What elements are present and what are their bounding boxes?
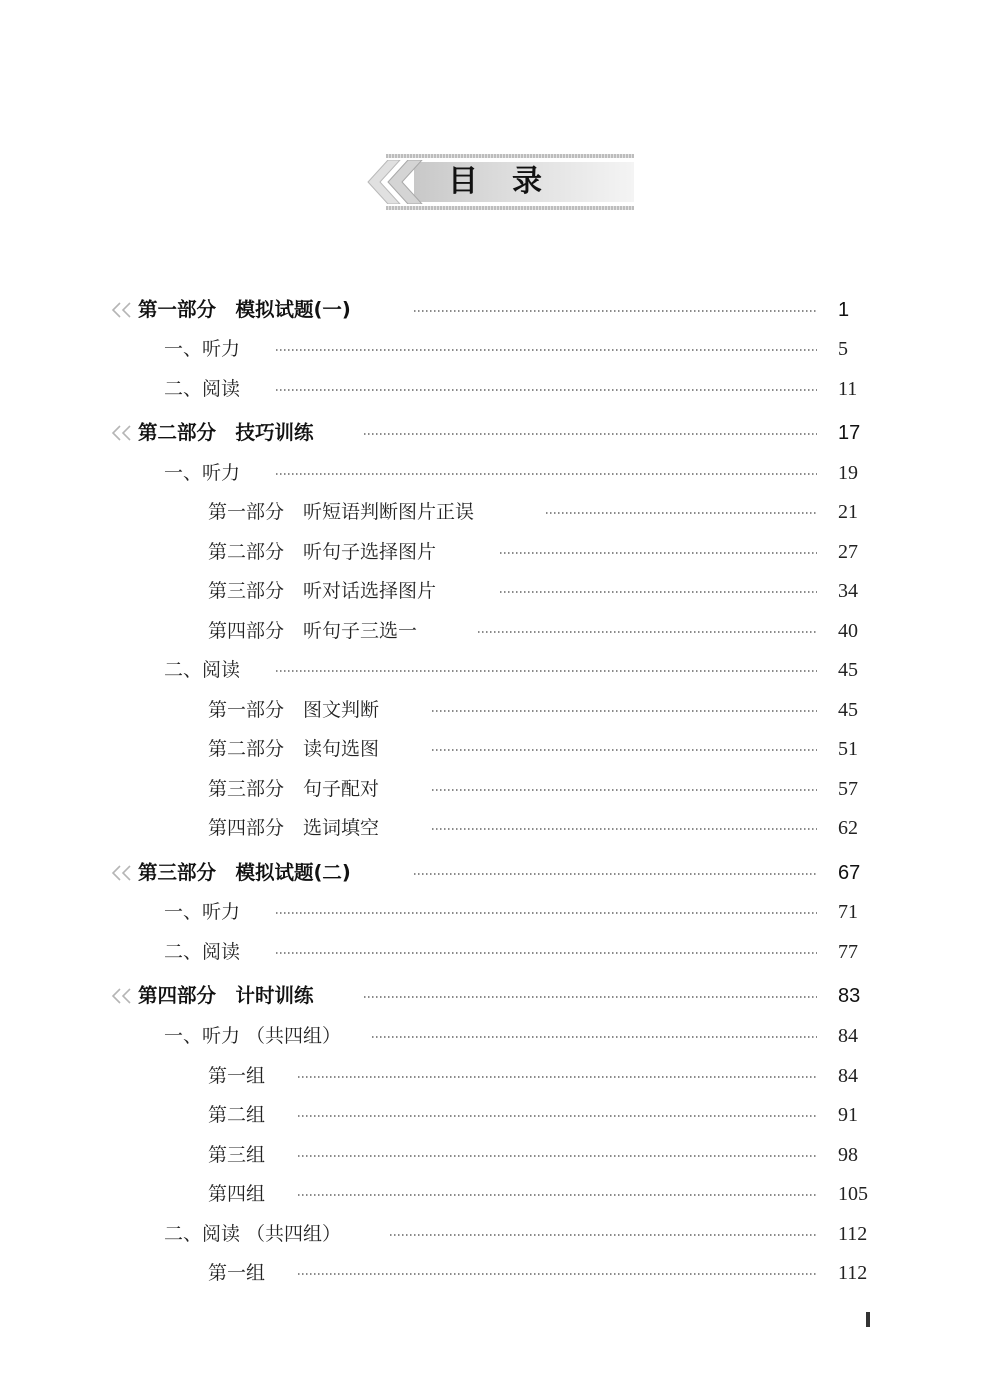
dot-leader (276, 389, 817, 391)
toc-entry-label: 二、阅读 （共四组） (164, 1219, 349, 1249)
toc-subsection-entry[interactable] (0, 734, 999, 764)
dot-leader (390, 1234, 817, 1236)
toc-subsection-entry[interactable] (0, 1100, 999, 1130)
toc-entry-label: 第四部分 计时训练 (138, 981, 322, 1011)
toc-entry-page-number: 57 (838, 778, 858, 800)
toc-entry-label: 第一部分 听短语判断图片正误 (208, 497, 482, 527)
toc-entry-page-number: 34 (838, 580, 858, 602)
toc-title-banner (366, 152, 634, 212)
toc-section-entry[interactable] (0, 334, 999, 364)
toc-entry-page-number: 5 (838, 338, 848, 360)
dot-leader (372, 1036, 817, 1038)
dot-leader (432, 828, 817, 830)
dot-leader (500, 591, 817, 593)
toc-subsection-entry[interactable] (0, 1140, 999, 1170)
toc-entry-page-number: 51 (838, 738, 858, 760)
toc-entry-page-number: 98 (838, 1144, 858, 1166)
toc-subsection-entry[interactable] (0, 576, 999, 606)
dot-leader (364, 996, 817, 998)
dot-leader (298, 1194, 817, 1196)
banner-rule-top (386, 154, 634, 158)
toc-entry-label: 第一部分 图文判断 (208, 695, 387, 725)
toc-entry-label: 一、听力 （共四组） (164, 1021, 349, 1051)
toc-entry-page-number: 19 (838, 462, 858, 484)
dot-leader (298, 1076, 817, 1078)
banner-rule-bottom (386, 206, 634, 210)
toc-subsection-entry[interactable] (0, 497, 999, 527)
toc-entry-label: 二、阅读 (164, 655, 248, 685)
toc-entry-label: 第三部分 听对话选择图片 (208, 576, 444, 606)
toc-entry-page-number: 67 (838, 862, 861, 884)
toc-entry-page-number: 21 (838, 501, 858, 523)
toc-subsection-entry[interactable] (0, 616, 999, 646)
toc-entry-page-number: 84 (838, 1025, 858, 1047)
toc-entry-label: 二、阅读 (164, 937, 248, 967)
double-chevron-left-icon (110, 425, 136, 441)
toc-entry-page-number: 62 (838, 817, 858, 839)
dot-leader (364, 433, 817, 435)
toc-entry-page-number: 105 (838, 1183, 868, 1205)
toc-section-entry[interactable] (0, 897, 999, 927)
double-chevron-left-icon (110, 302, 136, 318)
dot-leader (298, 1115, 817, 1117)
toc-entry-label: 第一部分 模拟试题(一) (138, 295, 359, 325)
double-chevron-left-icon (110, 988, 136, 1004)
dot-leader (432, 749, 817, 751)
dot-leader (414, 873, 817, 875)
toc-section-entry[interactable] (0, 374, 999, 404)
toc-part-entry[interactable] (0, 418, 999, 448)
double-chevron-left-icon (110, 865, 136, 881)
toc-entry-label: 一、听力 (164, 334, 248, 364)
toc-entry-label: 第三组 (208, 1140, 273, 1170)
toc-subsection-entry[interactable] (0, 1061, 999, 1091)
toc-section-entry[interactable] (0, 458, 999, 488)
toc-entry-label: 二、阅读 (164, 374, 248, 404)
dot-leader (298, 1273, 817, 1275)
dot-leader (276, 473, 817, 475)
toc-entry-page-number: 83 (838, 985, 861, 1007)
toc-entry-page-number: 1 (838, 299, 850, 321)
dot-leader (478, 631, 817, 633)
toc-entry-page-number: 45 (838, 659, 858, 681)
toc-entry-page-number: 27 (838, 541, 858, 563)
toc-entry-page-number: 71 (838, 901, 858, 923)
dot-leader (500, 552, 817, 554)
toc-subsection-entry[interactable] (0, 774, 999, 804)
toc-entry-page-number: 17 (838, 422, 861, 444)
toc-subsection-entry[interactable] (0, 1258, 999, 1288)
toc-entry-label: 第一组 (208, 1258, 273, 1288)
toc-entry-label: 第二组 (208, 1100, 273, 1130)
dot-leader (276, 912, 817, 914)
double-chevron-left-icon (366, 160, 426, 204)
toc-entry-page-number: 91 (838, 1104, 858, 1126)
toc-entry-page-number: 112 (838, 1223, 868, 1245)
dot-leader (432, 789, 817, 791)
toc-subsection-entry[interactable] (0, 1179, 999, 1209)
toc-entry-label: 第二部分 技巧训练 (138, 418, 322, 448)
toc-subsection-entry[interactable] (0, 537, 999, 567)
toc-subsection-entry[interactable] (0, 813, 999, 843)
page-number-roman (866, 1312, 870, 1327)
toc-entry-label: 第四部分 选词填空 (208, 813, 387, 843)
toc-section-entry[interactable] (0, 1021, 999, 1051)
toc-section-entry[interactable] (0, 1219, 999, 1249)
toc-part-entry[interactable] (0, 295, 999, 325)
toc-entry-page-number: 84 (838, 1065, 858, 1087)
toc-entry-label: 第二部分 读句选图 (208, 734, 387, 764)
toc-entry-label: 一、听力 (164, 897, 248, 927)
toc-section-entry[interactable] (0, 937, 999, 967)
toc-entry-label: 第三部分 模拟试题(二) (138, 858, 359, 888)
toc-part-entry[interactable] (0, 981, 999, 1011)
dot-leader (276, 952, 817, 954)
toc-entry-label: 第四部分 听句子三选一 (208, 616, 425, 646)
toc-entry-label: 第二部分 听句子选择图片 (208, 537, 444, 567)
toc-entry-label: 一、听力 (164, 458, 248, 488)
toc-subsection-entry[interactable] (0, 695, 999, 725)
dot-leader (546, 512, 817, 514)
page-title: 目录 (448, 164, 576, 199)
dot-leader (276, 349, 817, 351)
toc-entry-label: 第一组 (208, 1061, 273, 1091)
toc-entry-page-number: 11 (838, 378, 858, 400)
toc-entry-page-number: 40 (838, 620, 858, 642)
toc-entry-page-number: 45 (838, 699, 858, 721)
toc-part-entry[interactable] (0, 858, 999, 888)
dot-leader (432, 710, 817, 712)
dot-leader (298, 1155, 817, 1157)
toc-entry-page-number: 112 (838, 1262, 868, 1284)
dot-leader (276, 670, 817, 672)
dot-leader (414, 310, 817, 312)
toc-section-entry[interactable] (0, 655, 999, 685)
toc-entry-label: 第三部分 句子配对 (208, 774, 387, 804)
toc-entry-label: 第四组 (208, 1179, 273, 1209)
toc-entry-page-number: 77 (838, 941, 858, 963)
